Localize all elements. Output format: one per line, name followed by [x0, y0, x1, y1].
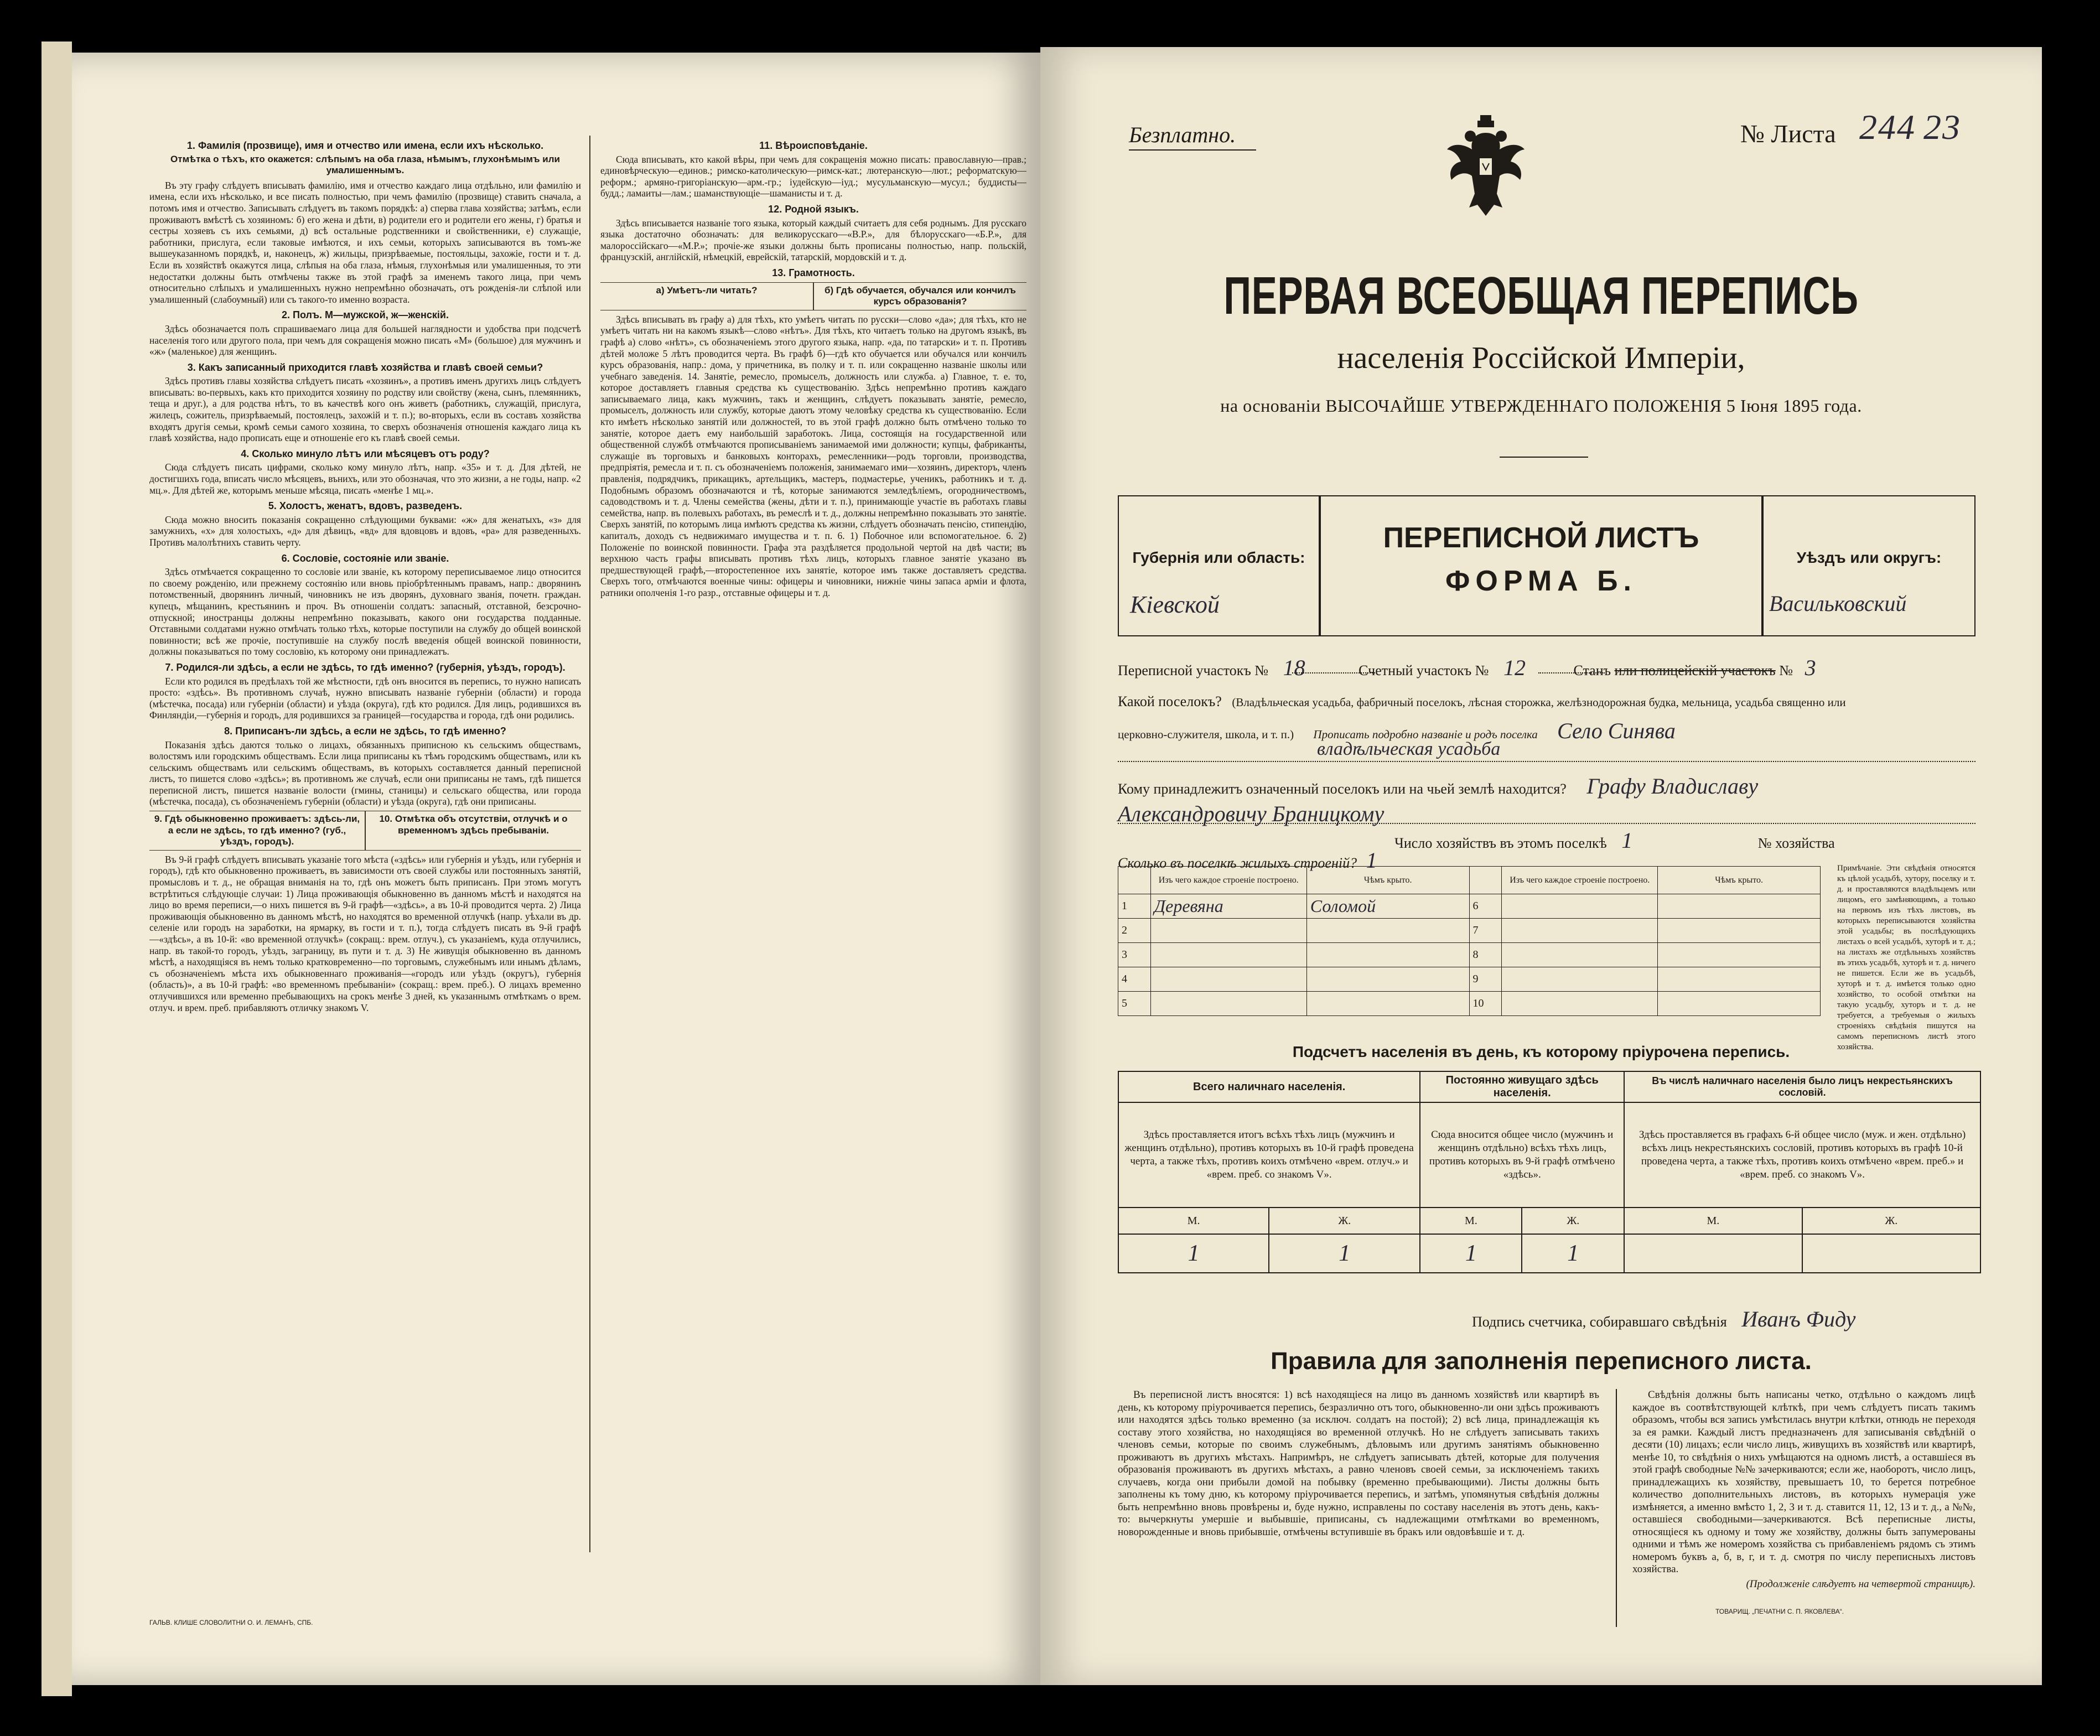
- material-cell: [1150, 992, 1306, 1016]
- female-header: Ж.: [1269, 1208, 1420, 1234]
- column-divider: [589, 136, 590, 1552]
- district-handwritten: Васильковский: [1769, 591, 1907, 616]
- section-heading: 12. Родной языкъ.: [768, 203, 859, 215]
- section-text: Сюда слѣдуетъ писать цифрами, сколько кому минуло лѣтъ, напр. «35» и т. д. Для дѣтей, не достигшихъ года, вписать число мѣсяцевъ, вънихъ, или это обозначая, что это жизни, а не годы, напр. «2 мц.». Для дѣтей же, которымъ меньше мѣсяца, писать «менѣе 1 мц.».: [149, 462, 581, 496]
- section-13-14-text: Здѣсь вписывать въ графу а) для тѣхъ, кто умѣетъ читать по русски—слово «да»; для тѣхъ, кто не умѣетъ читать ни на какомъ языкѣ—слово «нѣтъ». Для тѣхъ, кто читаетъ только на другомъ языкѣ, въ графѣ а) слово «нѣтъ», съ обозначеніемъ этого другого языка, напр. «да, по татарски» и т. п. Противъ дѣтей моложе 5 лѣтъ проводится черта. Въ графѣ б)—гдѣ кто обучается или обучался или кончилъ курсъ образованія, напр.: дома, у причетника, въ полку и т. п. или сокращенно названіе школы или учебнаго заведенія. 14. Занятіе, ремесло, промыселъ, должность или служба. а) Главное, т. е. то, которое доставляетъ главныя средства къ существованію. Здѣсь непремѣнно противъ каждаго записываемаго лица, какъ мужчинъ, такъ и женщинъ, слѣдуетъ показывать занятіе, ремесло, промыселъ, должность или службу, которые даютъ этому человѣку средства къ существованію. Если кто имѣетъ нѣсколько занятій или должностей, то въ этой графѣ должно быть отмѣчено только то занятіе, которое даетъ ему наибольшій заработокъ. Лица, состоящія на государственной или общественной службѣ отмѣчаются прописываніемъ занимаемой ими должности; купцы, фабриканты, служащіе въ торговыхъ и банковыхъ конторахъ, ремесленники—родъ торговли, производства, предпріятія, ремесла и т. п. съ обозначеніемъ положенія, занимаемаго ими—хозяинъ, директоръ, членъ правленія, подрядчикъ, прикащикъ, артельщикъ, мастеръ, подмастерье, ученикъ, работникъ и т. д. Подобнымъ образомъ обозначаются и тѣ, которые занимаются земледѣліемъ, огородничествомъ, садоводствомъ и т. д. Члены семейства (жены, дѣти и т. п.), принимающіе участіе въ работахъ главы семейства, напр. въ полевыхъ работахъ, въ ремеслѣ и т. д., должны непремѣнно показывать это занятіе. Сверхъ занятій, по которымъ лица имѣютъ средства къ жизни, слѣдуетъ обозначать пенсію, стипендію, капиталъ, доходъ съ недвижимаго имущества и т. п. 6. 1) Побочное или вспомогательное. 6. 2) Положеніе по воинской повинности. Графа эта раздѣляется продольной чертой на двѣ части; въ верхнюю часть графы вписывать противъ тѣхъ лицъ, которыхъ главное занятіе указано въ предшествующей графѣ,—второстепенное ихъ занятіе, которое имъ также доставляетъ средства. Сверхъ того, отмѣчаются военные чины: офицеры и чиновники, нижніе чины запаса армiи и флота, ратники ополченія 1-го разр., отставные офицеры и т. д.: [600, 313, 1026, 598]
- table-row: [1118, 943, 1821, 967]
- roof-cell: [1658, 919, 1821, 943]
- dotted-line: [1538, 672, 1605, 673]
- section-text: Въ эту графу слѣдуетъ вписывать фамилію, имя и отчество каждаго лица отдѣльно, или фамилію и имена, если ихъ нѣсколько, и все писать полностью, при чемъ фамилію (прозвище) ставить сначала, а потомъ имя и отчество. Записывать слѣдуетъ въ такомъ порядкѣ: а) сперва глава хозяйства; затѣмъ, если проживаютъ вмѣстѣ съ хозяиномъ: б) его жена и дѣти, в) родители его и родители его жены, г) братья и сестры хозяевъ съ ихъ семьями, д) всѣ остальные родственники и свойственники, е) служащіе, работники, прислуга, если таковые имѣются, и ихъ семьи, которыхъ записываются въ томъ-же вышеуказанномъ порядкѣ, и, наконецъ, ж) жильцы, призрѣваемые, постояльцы, захожіе, гости и т. д. Если въ хозяйствѣ окажутся лица, слѣпыя на оба глаза, нѣмыя, глухонѣмыя или умалишенныя, то эти недостатки должны быть отмѣчены также въ этой графѣ за именемъ такого лица, при чемъ относительно слѣпыхъ и умалишенныхъ нужно непремѣнно обозначать, отъ рожденія-ли слѣпой или умалишенный (слабоумный) или съ такого-то именно возраста.: [149, 179, 581, 305]
- non-peasant-desc: Здѣсь проставляется въ графахъ 6-й общее число (муж. и жен. отдѣльно) всѣхъ лицъ некрестьянскихъ сословій, противъ которыхъ въ графѣ 10-й проведена черта, а также тѣхъ, противъ коихъ отмѣчено «врем. преб.» и «врем. преб. со знакомъ V».: [1624, 1102, 1980, 1208]
- section-10-heading: 10. Отмѣтка объ отсутствіи, отлучкѣ и о временномъ здѣсь пребываніи.: [365, 811, 581, 850]
- police-district-label: или полицейскій участокъ: [1614, 662, 1776, 678]
- non-peasant-header: Въ числѣ наличнаго населенія было лицъ некрестьянскихъ сословій.: [1624, 1071, 1980, 1102]
- settlement-hint: (Владѣльческая усадьба, фабричный поселокъ, лѣсная сторожка, желѣзнодорожная будка, мельница, усадьба священно или: [1232, 696, 1846, 709]
- male-header: М.: [1118, 1208, 1269, 1234]
- material-cell: [1502, 992, 1658, 1016]
- section-heading: 4. Сколько минуло лѣтъ или мѣсяцевъ отъ роду?: [241, 448, 490, 459]
- male-header: М.: [1624, 1208, 1802, 1234]
- male-header: М.: [1420, 1208, 1522, 1234]
- enumerator-signature-row: [1472, 1306, 1855, 1332]
- row-number: 10: [1469, 992, 1502, 1016]
- buildings-count-value: 1: [1366, 848, 1377, 873]
- household-count-value: 1: [1621, 828, 1633, 853]
- resident-population-desc: Сюда вносится общее число (мужчинъ и женщинъ отдѣльно) всѣхъ тѣхъ лицъ, противъ которыхъ въ 9-й графѣ отмѣчено «здѣсь».: [1420, 1102, 1624, 1208]
- buildings-note: Примѣчаніе. Эти свѣдѣнія относятся къ цѣлой усадьбѣ, хутору, поселку и т. д. и проставляются владѣльцемъ или лицомъ, его замѣняющимъ, а только на первомъ изъ тѣхъ листовъ, въ которыхъ переписываются хозяйства этой усадьбы; въ послѣдующихъ листахъ о всей усадьбѣ, хуторѣ и т. д.; на листахъ же отдѣльныхъ хозяйствъ въ этихъ усадьбѣ, хуторѣ и т. д. ничего не пишется. Если же въ усадьбѣ, хуторѣ и т. д. имѣется только одно хозяйство, то особой отмѣтки на такую усадьбу, хуторъ и т. д. не требуется, а требуемыя о жилыхъ строеніяхъ свѣдѣнія пишутся на самомъ переписномъ листѣ этого хозяйства.: [1837, 864, 1975, 1051]
- population-count-table: [1118, 1071, 1981, 1273]
- instructions-column-1: [149, 136, 581, 1597]
- section-heading: 11. Вѣроисповѣданіе.: [759, 140, 868, 151]
- free-underline: [1129, 149, 1256, 151]
- left-footer-imprint: ГАЛЬВ. КЛИШЕ СЛОВОЛИТНИ О. И. ЛЕМАНЪ, СПБ.: [149, 1619, 313, 1626]
- title-rule: [1500, 457, 1588, 458]
- material-cell: [1502, 967, 1658, 992]
- material-cell: [1502, 894, 1658, 919]
- settlement-value-2: владѣльческая усадьба: [1317, 739, 1501, 759]
- section-text: Если кто родился въ предѣлахъ той же мѣстности, гдѣ онъ вносится въ перепись, то нужно написать просто: «здѣсь». Въ противномъ случаѣ, нужно вписывать названіе губерніи (области) и города (мѣстечка, посада) или губерніи (области) и уѣзда (округа), гдѣ кто родился. Для лицъ, родившихся въ Финляндіи,—губернія и городъ, для родившихся за границей—государства и города, гдѣ они родились.: [149, 675, 581, 721]
- rules-text: Въ переписной листъ вносятся: 1) всѣ находящіеся на лицо въ данномъ хозяйствѣ или квартирѣ въ день, къ которому пріурочивается перепись, безразлично отъ того, обыкновенно-ли они здѣсь проживаютъ или находятся здѣсь только временно (за исключ. солдатъ на постой); 2) всѣ лица, принадлежащія къ составу этого хозяйства, но находящіяся во временной отлучкѣ. Но не слѣдуетъ записывать такихъ членовъ семьи, которые по своимъ служебнымъ, дѣловымъ или другимъ занятіямъ обыкновенно проживаютъ въ другихъ мѣстахъ. Напримѣръ, не слѣдуетъ записывать дѣтей, которые для получения образованія проживаютъ въ другихъ мѣстахъ, а равно членовъ своей семьи, за исключеніемъ такихъ случаевъ, когда они прибыли домой на побывку (временно пребывающими). Листы должны быть заполнены къ тому дню, къ которому пріурочивается перепись, и затѣмъ, упомянутыя свѣдѣнія должны быть непремѣнно вновь провѣрены и, буде нужно, исправлены по составу населенія въ этотъ день, какъ-то: вычеркнуты умершіе и выбывшіе, приписаны, съ надлежащими отмѣтками во временномъ, новорожденные и вновь прибывшіе, отмѣчены вступившіе въ бракъ или овдовѣвшіе и т. д.: [1118, 1389, 1599, 1538]
- material-header: Изъ чего каждое строеніе построено.: [1502, 867, 1658, 894]
- section-4: [149, 448, 581, 496]
- count-cell: 1: [1420, 1234, 1522, 1273]
- section-heading: 7. Родился-ли здѣсь, а если не здѣсь, то гдѣ именно? (губернія, уѣздъ, городъ).: [165, 661, 566, 673]
- section-text: Здѣсь отмѣчается сокращенно то сословіе или званіе, къ которому переписываемое лицо относится по своему рожденію, или прежнему состоянію или вновь пріобрѣтеннымъ правамъ, напр.: дворянинъ потомственный, дворянинъ личный, чиновникъ не изъ дворянъ, духовнаго званія, почетн. граждан. купецъ, мѣщанинъ, крестьянинъ и проч. Въ отношеніи солдатъ: запасный, отставной, безсрочно-отпускной; иностранцы должны непремѣнно показывать, какого они государства подданные. Отставными солдатами нужно отмѣчать только тѣхъ, которые поступили на службу до общей воинской повинности; всѣ же прочіе, поступившіе на службу послѣ введенія общей воинской повинности, должны показываться по тому сословію, къ которому они принадлежатъ.: [149, 566, 581, 657]
- legal-basis: на основаніи ВЫСОЧАЙШЕ УТВЕРЖДЕННАГО ПОЛОЖЕНІЯ 5 Іюня 1895 года.: [1220, 396, 1862, 416]
- present-population-desc: Здѣсь проставляется итогъ всѣхъ тѣхъ лицъ (мужчинъ и женщинъ отдѣльно), противъ которыхъ въ 10-й графѣ проведена черта, а также тѣхъ, противъ коихъ отмѣчено «врем. отлуч.» и «врем. преб. со знакомъ V».: [1118, 1102, 1420, 1208]
- settlement-hint-3: Прописать подробно названіе и родъ поселка: [1313, 728, 1538, 741]
- count-values-row: [1118, 1234, 1980, 1273]
- rules-text-2: Свѣдѣнія должны быть написаны четко, отдѣльно о каждомъ лицѣ каждое въ соотвѣтствующей клѣткѣ, при чемъ слѣдуетъ писать такимъ образомъ, чтобы вся запись умѣстилась внутри клѣтки, отнюдь не переходя за ея рамки. Каждый листъ предназначенъ для записыванія свѣдѣній о десяти (10) лицахъ; если число лицъ, живущихъ въ хозяйствѣ или квартирѣ, менѣе 10, то свѣдѣнія о нихъ умѣщаются на одномъ листѣ, а оставшіеся въ этой графѣ свободные №№ зачеркиваются; если же, наоборотъ, число лицъ, принадлежащихъ къ хозяйству, превышаетъ 10, то берется потребное количество дополнительныхъ листовъ, въ которыхъ нумерація уже измѣняется, а именно вмѣсто 1, 2, 3 и т. д. ставится 11, 12, 13 и т. д., а №№, оставшіеся свободными—зачеркиваются. Всѣ переписные листы, относящіеся къ одному и тому же хозяйству, должны быть запумерованы одними и тѣмъ же номеромъ хозяйства съ прибавленіемъ рядомъ съ этимъ номеромъ буквъ а, б, в, г, и т. д. смотря по числу переписныхъ листовъ хозяйства.: [1632, 1389, 1975, 1575]
- settlement-hint-2: церковно-служителя, школа, и т. п.): [1118, 728, 1294, 741]
- owner-value: Графу Владиславу: [1586, 774, 1759, 799]
- count-header-row: [1118, 1071, 1980, 1102]
- rules-divider: [1616, 1389, 1617, 1627]
- section-heading: 2. Полъ. М—мужской, ж—женскій.: [282, 309, 449, 321]
- roof-cell: [1306, 943, 1469, 967]
- sheet-number-value-2: 23: [1923, 107, 1961, 147]
- material-cell: [1150, 967, 1306, 992]
- rules-column-1: [1118, 1389, 1599, 1649]
- settlement-row: [1118, 693, 1846, 710]
- roof-cell: [1306, 967, 1469, 992]
- settlement-label: Какой поселокъ?: [1118, 693, 1222, 709]
- material-cell: [1150, 919, 1306, 943]
- section-text: Показанія здѣсь даются только о лицахъ, обязанныхъ приписною къ сельскимъ обществамъ, волостямъ или городскимъ обществамъ. Если лица приписаны къ тѣмъ городскимъ обществамъ, или къ сельскимъ обществамъ или сельскимъ обществамъ, въ которыхъ составляется данный переписной листъ, то пишется слово «здѣсь»; въ противномъ же случаѣ, если они приписаны не тамъ, гдѣ пишется переписной листъ, пишется названіе волости (гмины, станицы) и сельскаго общества, или города (мѣстечка, посада), съ обозначеніемъ губерніи (области) и уѣзда (округа), гдѣ они приписаны.: [149, 739, 581, 807]
- census-district-row: [1118, 655, 1816, 681]
- roof-cell: [1306, 992, 1469, 1016]
- count-district-value: 12: [1503, 655, 1526, 680]
- section-9-heading: 9. Гдѣ обыкновенно проживаетъ: здѣсь-ли, а если не здѣсь, то гдѣ именно? (губ., уѣздъ, городъ).: [154, 813, 360, 847]
- roof-cell: [1306, 919, 1469, 943]
- stan-label: Станъ: [1573, 662, 1611, 678]
- buildings-table-header: [1118, 867, 1821, 894]
- dotted-line: [1292, 672, 1375, 673]
- signature-value: Иванъ Фиду: [1741, 1307, 1856, 1331]
- row-number: 4: [1118, 967, 1151, 992]
- sheet-number-handwritten: [1859, 107, 1961, 148]
- roof-cell: [1658, 943, 1821, 967]
- section-13b-heading: б) Гдѣ обучается, обучался или кончилъ курсъ образованія?: [813, 283, 1026, 310]
- census-district-label: Переписной участокъ №: [1118, 662, 1269, 678]
- dotted-line: [1118, 761, 1975, 762]
- owner-label: Кому принадлежитъ означенный поселокъ или на чьей землѣ находится?: [1118, 781, 1567, 797]
- table-row: [1118, 967, 1821, 992]
- form-title-box: [1320, 495, 1762, 636]
- household-count-label: Число хозяйствъ въ этомъ поселкѣ: [1394, 835, 1607, 851]
- section-1: [149, 140, 581, 305]
- female-header: Ж.: [1802, 1208, 1980, 1234]
- double-headed-eagle-emblem: [1442, 111, 1530, 219]
- count-cell: 1: [1522, 1234, 1624, 1273]
- household-number-label: № хозяйства: [1757, 835, 1835, 851]
- household-count-row: [1394, 827, 1835, 853]
- row-number: 3: [1118, 943, 1151, 967]
- count-cell: [1802, 1234, 1980, 1273]
- table-row: [1118, 919, 1821, 943]
- material-cell: [1502, 943, 1658, 967]
- section-subheading: Отмѣтка о тѣхъ, кто окажется: слѣпымъ на оба глаза, нѣмымъ, глухонѣмымъ или умалишеннымъ.: [170, 153, 560, 176]
- section-7: [149, 662, 581, 721]
- material-header: Изъ чего каждое строеніе построено.: [1150, 867, 1306, 894]
- row-number: 6: [1469, 894, 1502, 919]
- row-number: 2: [1118, 919, 1151, 943]
- form-title: ПЕРЕПИСНОЙ ЛИСТЪ: [1383, 522, 1699, 554]
- census-district-value: 18: [1283, 655, 1305, 680]
- count-sex-row: [1118, 1208, 1980, 1234]
- section-3: [149, 362, 581, 444]
- count-cell: 1: [1269, 1234, 1420, 1273]
- section-5: [149, 500, 581, 548]
- resident-population-header: Постоянно живущаго здѣсь населенія.: [1420, 1071, 1624, 1102]
- section-text: Здѣсь вписывается названіе того языка, который каждый считаетъ для себя роднымъ. Для русскаго языка достаточно обозначать: для великорусскаго—«В.Р.», для бѣлорусскаго—«Б.Р.», для малороссійскаго—«М.Р.»; прочіе-же языки должны быть прописаны полностью, напр. польскій, французскій, англійскій, нѣмецкій, еврейскій, татарскій, мордовскій и т. д.: [600, 217, 1026, 263]
- section-13: [600, 267, 1026, 279]
- roof-cell: Соломой: [1306, 894, 1469, 919]
- section-9-10-text: Въ 9-й графѣ слѣдуетъ вписывать указаніе того мѣста («здѣсь» или губернія и уѣздъ, или губернія и городъ), гдѣ кто обыкновенно проживаетъ, въ зависимости отъ своей службы или постоянныхъ занятій, промысловъ и т. д., не обращая вниманія на то, гдѣ онъ можетъ быть приписанъ. При этомъ могутъ встрѣтиться слѣдующіе случаи: 1) Лица проживающія обыкновенно въ данномъ мѣстѣ и находятся на лицо во время переписи,—о нихъ пишется въ 9-й графѣ—«здѣсь», а въ 10-й проводится черта. 2) Лица проживающія обыкновенно въ данномъ мѣстѣ, но находятся во временной отлучкѣ (напр. уѣхали въ др. селеніе или городъ на заработки, на ярмарку, въ гости и т. п.), тогда слѣдуетъ писать въ 9-й графѣ—«здѣсь», а въ 10-й: «во временной отлучкѣ» (сокращ.: врем. отлуч.), съ указаніемъ, куда отлучились, напр. въ такой-то городъ, уѣздъ, заграницу, въ пути и т. д. 3) Не живущія обыкновенно въ данномъ мѣстѣ, а находящіяся въ немъ только кратковременно—по торговымъ, служебнымъ или инымъ дѣламъ, съ обозначеніемъ мѣста ихъ обыкновеннаго проживанія—«городъ или уѣздъ (округъ), губернія (область)», а въ 10-й графѣ: «во временномъ пребываніи» (сокращ.: врем. преб.). О лицахъ временно отлучившихся или временно пребывающихъ на срокъ менѣе 3 дней, къ указаннымъ отмѣткамъ о врем. отлуч. и врем. преб. прибавляютъ отличку знакомъ V.: [149, 853, 581, 1013]
- row-number: 5: [1118, 992, 1151, 1016]
- roof-cell: [1658, 894, 1821, 919]
- signature-label: Подпись счетчика, собиравшаго свѣдѣнія: [1472, 1314, 1727, 1330]
- district-box: [1762, 495, 1975, 636]
- section-2: [149, 309, 581, 357]
- material-cell: Деревяна: [1150, 894, 1306, 919]
- census-title: ПЕРВАЯ ВСЕОБЩАЯ ПЕРЕПИСЬ: [1223, 266, 1859, 325]
- section-13-subheader: [600, 282, 1026, 310]
- owner-row: [1118, 773, 1758, 799]
- section-text: Здѣсь обозначается полъ спрашиваемаго лица для большей наглядности и удобства при подсчетѣ населенія того или другого пола, при чемъ для сокращенія можно писать «М» (большое) для мужчинъ и «ж» (маленькое) для женщинъ.: [149, 323, 581, 357]
- owner-value-2: Александровичу Браницкому: [1118, 801, 1385, 826]
- free-label: Безплатно.: [1129, 122, 1236, 147]
- form-type: ФОРМА Б.: [1445, 565, 1637, 597]
- printer-imprint: ТОВАРИЩ. „ПЕЧАТНИ С. П. ЯКОВЛЕВА“.: [1715, 1608, 1844, 1615]
- section-12: [600, 204, 1026, 263]
- stan-value: 3: [1805, 655, 1816, 680]
- section-heading: 3. Какъ записанный приходится главѣ хозяйства и главѣ своей семьи?: [187, 361, 543, 373]
- section-13a-heading: а) Умѣетъ-ли читать?: [656, 284, 758, 296]
- section-heading: 6. Сословіе, состояніе или званіе.: [281, 552, 449, 564]
- row-number: 1: [1118, 894, 1151, 919]
- right-page: [1040, 47, 2042, 1685]
- female-header: Ж.: [1522, 1208, 1624, 1234]
- section-text: Сюда вписывать, кто какой вѣры, при чемъ для сокращенія можно писать: православную—прав.; единовѣрческую—единов.; римско-католическую—римск-кат.; лютеранскую—лют.; реформатскую—реформ.; армяно-григоріанскую—арм.-гр.; іудейскую—іуд.; мусульманскую—мусул.; буддисты—будд.; ламаиты—лам.; шаманствующіе—шаманисты и т. д.: [600, 153, 1026, 199]
- material-cell: [1150, 943, 1306, 967]
- province-box: [1118, 495, 1320, 636]
- buildings-count-label: Сколько въ поселкѣ жилыхъ строеній?: [1118, 855, 1357, 871]
- roof-cell: [1658, 992, 1821, 1016]
- sheet-number-value: 244: [1859, 107, 1916, 147]
- stan-number-label: №: [1779, 662, 1793, 678]
- present-population-header: Всего наличнаго населенія.: [1118, 1071, 1420, 1102]
- row-number: 9: [1469, 967, 1502, 992]
- row-number: 8: [1469, 943, 1502, 967]
- rules-heading: Правила для заполненія переписного листа.: [1271, 1348, 1812, 1375]
- material-cell: [1502, 919, 1658, 943]
- section-8: [149, 726, 581, 807]
- section-heading: 13. Грамотность.: [772, 267, 855, 278]
- section-heading: 8. Приписанъ-ли здѣсь, а если не здѣсь, то гдѣ именно?: [224, 725, 506, 737]
- section-9-10-header: [149, 811, 581, 851]
- roof-cell: [1658, 967, 1821, 992]
- section-text: Здѣсь противъ главы хозяйства слѣдуетъ писать «хозяинъ», а противъ именъ другихъ лицъ слѣдуетъ вписывать: во-первыхъ, какъ кто приходится хозяину по родству или свойству (жена, сынъ, племянникъ, теща и друг.), а для родства нѣтъ, то въ качествѣ кого онъ живетъ (работникъ, служащій, прислуга, жилецъ, сожитель, призрѣваемый, постоялецъ, захожій и т. п.); во-вторыхъ, если въ составъ хозяйства входятъ другія семьи, кромѣ семьи самого хозяина, то сверхъ обозначенія отношенія каждаго лица къ главѣ хозяйства, надо прописать еще и отношеніе его къ главѣ своей семьи.: [149, 375, 581, 444]
- buildings-table: [1118, 866, 1821, 1016]
- section-heading: 1. Фамилія (прозвище), имя и отчество или имена, если ихъ нѣсколько.: [186, 140, 544, 151]
- roof-header: Чѣмъ крыто.: [1306, 867, 1469, 894]
- row-number: 7: [1469, 919, 1502, 943]
- table-row: [1118, 992, 1821, 1016]
- count-description-row: [1118, 1102, 1980, 1208]
- section-6: [149, 553, 581, 657]
- section-11: [600, 140, 1026, 199]
- count-cell: [1624, 1234, 1802, 1273]
- section-text: Сюда можно вносить показанія сокращенно слѣдующими буквами: «ж» для женатыхъ, «з» для замужнихъ, «х» для холостыхъ, «д» для дѣвицъ, «вд» для вдовцовъ и вдовъ, «ра» для разведенныхъ. Противъ малолѣтнихъ ставить черту.: [149, 514, 581, 548]
- settlement-value: Село Синява: [1557, 718, 1676, 743]
- count-cell: 1: [1118, 1234, 1269, 1273]
- roof-header: Чѣмъ крыто.: [1658, 867, 1821, 894]
- page-edges: [42, 42, 72, 1696]
- population-count-heading: Подсчетъ населенія въ день, къ которому пріурочена перепись.: [1292, 1043, 1790, 1060]
- count-district-label: Счетный участокъ №: [1358, 662, 1489, 678]
- province-label: Губернія или область:: [1132, 549, 1305, 566]
- census-subtitle: населенія Россійской Имперіи,: [1337, 341, 1745, 375]
- rules-continued-note: (Продолженіе слѣдуетъ на четвертой страницѣ).: [1746, 1578, 1975, 1590]
- section-heading: 5. Холостъ, женатъ, вдовъ, разведенъ.: [268, 500, 463, 512]
- dotted-line: [1118, 823, 1975, 824]
- table-row: [1118, 894, 1821, 919]
- instructions-column-2: [600, 136, 1026, 1597]
- district-label: Уѣздъ или округъ:: [1796, 549, 1942, 566]
- province-handwritten: Кіевской: [1130, 591, 1220, 618]
- left-page: [72, 53, 1040, 1685]
- sheet-number-label: № Листа: [1740, 120, 1836, 148]
- settlement-row-3: [1317, 739, 1500, 760]
